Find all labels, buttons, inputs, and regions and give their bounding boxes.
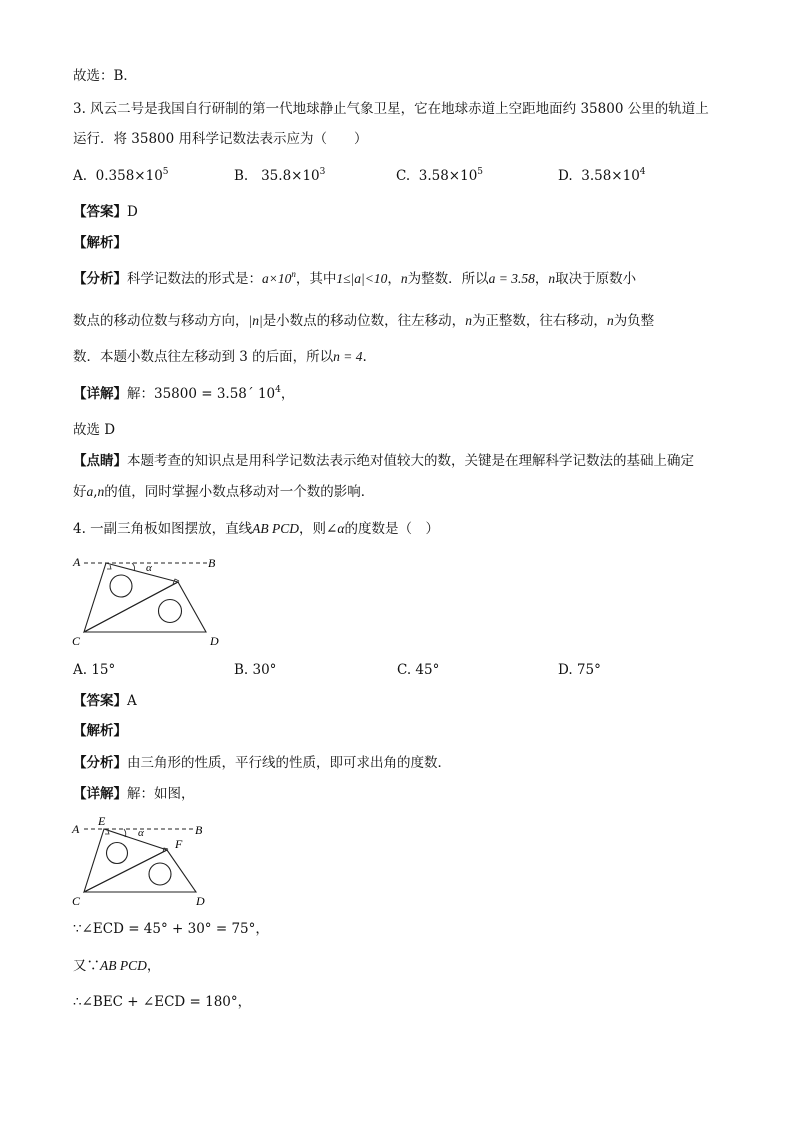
option-a: A. $0.358\times 10^5$ [73, 167, 169, 184]
detail-line: 【详解】解：35800 = 3.58´ $10^4$， [73, 385, 295, 402]
label-c: C [72, 634, 81, 648]
triangle-figure-2 [62, 812, 222, 912]
analysis-line3: 数．本题小数点往左移动到 3 的后面，所以n = 4. [73, 349, 367, 365]
comment-line1: 【点睛】本题考查的知识点是用科学记数法表示绝对值较大的数，关键是在理解科学记数法的基础上确定 [73, 453, 694, 469]
step-line: ∴∠BEC + ∠ECD = 180°， [73, 994, 252, 1010]
label-f: F [175, 837, 183, 851]
text-line: 故选 D [73, 422, 116, 438]
step-line: 又∵AB PCD， [73, 958, 161, 974]
analysis-tag: 【解析】 [73, 235, 127, 251]
question-3-line1: 3. 风云二号是我国自行研制的第一代地球静止气象卫星，它在地球赤道上空距地面约 35800 公里的轨道上 [73, 101, 709, 117]
label-alpha: α [146, 562, 152, 574]
analysis-line1: 【分析】科学记数法的形式是：$a\times 10^n$，其中1≤|a|<10，n为整数．所以a = 3.58，n取决于原数小 [73, 269, 637, 287]
option-d: D. 75° [558, 662, 601, 678]
option-c: C. 45° [397, 662, 440, 678]
answer-line: 【答案】A [73, 693, 137, 709]
analysis-line2: 数点的移动位数与移动方向，|n|是小数点的移动位数，往左移动，n为正整数，往右移动，n为负整 [73, 313, 655, 329]
label-c: C [72, 894, 81, 908]
label-d: D [210, 634, 219, 648]
label-a: A [73, 555, 81, 569]
option-a: A. 15° [73, 662, 116, 678]
option-b: B. 30° [234, 662, 277, 678]
analysis-line: 【分析】由三角形的性质，平行线的性质，即可求出角的度数． [73, 755, 451, 771]
triangle-figure-1 [60, 550, 240, 655]
step-line: ∵∠ECD = 45° + 30° = 75°， [73, 921, 269, 937]
detail-line: 【详解】解：如图， [73, 786, 195, 802]
label-d: D [196, 894, 205, 908]
label-e: E [98, 814, 106, 828]
text-line: 故选：B． [73, 68, 137, 84]
question-4: 4. 一副三角板如图摆放，直线AB PCD，则∠α的度数是（ ） [73, 521, 439, 537]
analysis-tag: 【解析】 [73, 723, 127, 739]
label-b: B [195, 823, 203, 837]
label-b: B [208, 556, 216, 570]
answer-line: 【答案】D [73, 204, 138, 220]
label-alpha: α [138, 827, 144, 839]
question-3-line2: 运行．将 35800 用科学记数法表示应为（ ） [73, 131, 368, 147]
option-c: C. $3.58\times 10^5$ [396, 167, 484, 184]
comment-line2: 好a,n的值，同时掌握小数点移动对一个数的影响． [73, 484, 375, 500]
label-a: A [72, 822, 80, 836]
option-b: B. $35.8\times 10^3$ [234, 167, 326, 184]
option-d: D. $3.58\times 10^4$ [558, 167, 646, 184]
